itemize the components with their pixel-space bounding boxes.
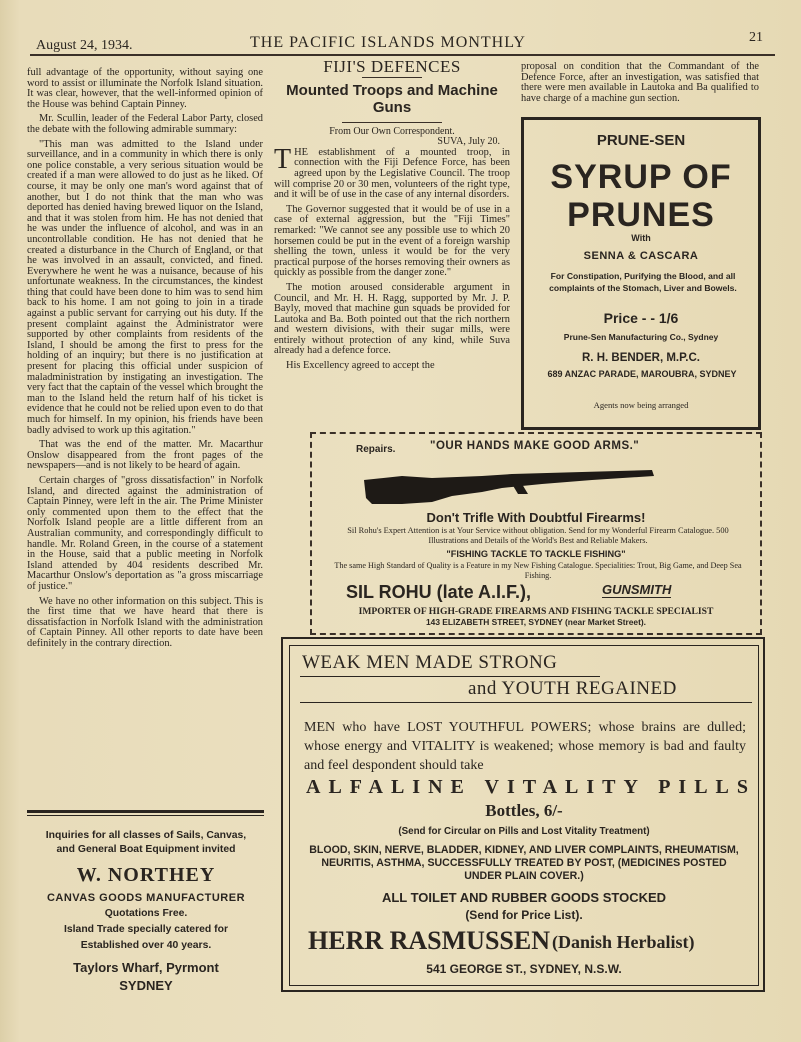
vitality-pills-advertisement — [281, 637, 765, 992]
ad-line: Island Trade specially catered for — [63, 924, 228, 935]
ad-agent: R. H. BENDER, M.P.C. — [582, 352, 700, 364]
ad-line: and General Boat Equipment invited — [56, 844, 236, 855]
norfolk-article-column — [27, 68, 263, 653]
ad-body: MEN who have LOST YOUTHFUL POWERS; whose brains are dulled; whose energy and VITALITY is weakened; whose memory is bad and faulty and feel despondent should take — [304, 720, 746, 773]
ad-headline: WEAK MEN MADE STRONG — [302, 652, 558, 673]
fiji-article-continuation — [521, 62, 759, 108]
article-paragraph: The motion aroused considerable argument in Council, and Mr. H. H. Ragg, supported by Mr. J. P. Bayly, moved that machine gun squads be provided for Lautoka and Ba. Both pointed out that the rich northern and western divisions, with their sugar mills, were entirely without protection of any kind, while Suva already had a defence force. — [274, 281, 510, 357]
drop-cap: T — [274, 143, 292, 175]
ad-line: Established over 40 years. — [80, 940, 212, 951]
ad-address: 689 ANZAC PARADE, MAROUBRA, SYDNEY — [547, 369, 737, 379]
ad-stock: ALL TOILET AND RUBBER GOODS STOCKED — [381, 890, 667, 905]
article-dateline: SUVA, July 20. — [437, 136, 500, 148]
title-rule — [362, 77, 422, 78]
ad-with: With — [631, 233, 651, 243]
ad-importer: IMPORTER OF HIGH-GRADE FIREARMS AND FISHING TACKLE SPECIALIST — [358, 606, 714, 617]
ad-name: SIL ROHU (late A.I.F.), — [346, 582, 532, 602]
article-paragraph: The Governor suggested that it would be of use in a case of external aggression, but the "Fiji Times" remarked: "We cannot see any possible use to which 20 horsemen could be put in the event of a foreign warship shelling the town, unless it would be for the very practical purpose of the horses removing their owners as quickly as possible from the danger zone." — [274, 203, 510, 279]
ad-pricelist: (Send for Price List). — [465, 908, 583, 922]
ad-inner-frame — [289, 645, 759, 986]
article-byline: From Our Own Correspondent. — [329, 125, 455, 137]
ad-address: Taylors Wharf, Pyrmont — [73, 960, 219, 975]
ad-headline: PRUNES — [567, 196, 715, 234]
subtitle-rule — [342, 122, 442, 123]
header-rule — [30, 54, 775, 56]
headline-rule — [300, 676, 600, 677]
ad-price: Price - - 1/6 — [603, 310, 679, 326]
publication-title: THE PACIFIC ISLANDS MONTHLY — [250, 34, 526, 51]
ad-ingredients: SENNA & CASCARA — [583, 250, 699, 262]
ad-brand: PRUNE-SEN — [596, 132, 686, 149]
fiji-article-column — [274, 57, 510, 376]
ad-address: SYDNEY — [119, 978, 173, 993]
article-paragraph: HE establishment of a mounted troop, in connection with the Fiji Defence Force, has been agreed upon by the Legislative Council. The troop will comprise 20 or 30 men, volunteers of the right type, and it will be of use in the case of any internal disorders. — [274, 146, 510, 201]
ad-trade: GUNSMITH — [602, 582, 672, 597]
ad-seller-note: (Danish Herbalist) — [552, 932, 695, 952]
ad-description: For Constipation, Purifying the Blood, and all complaints of the Stomach, Liver and Bowels. — [549, 271, 737, 293]
article-paragraph: proposal on condition that the Commandant of the Defence Force, after an investigation, was satisfied that there were men available in Lautoka and Ba qualified to have charge of a machine gun section. — [521, 61, 759, 104]
ad-circular: (Send for Circular on Pills and Lost Vitality Treatment) — [398, 826, 650, 837]
article-subtitle: Mounted Troops and Machine Guns — [286, 81, 498, 116]
article-paragraph: Certain charges of "gross dissatisfaction" in Norfolk Island, and directed against the administration of Captain Pinney, were left in the air. The Prime Minister only commented upon them to the effect that the Norfolk Island people are a little different from an Australian community, and correspondingly difficult to handle. Mr. Roland Green, in the course of a statement in the House, said that a public meeting in Norfolk Island attended by 404 residents described Mr. Macarthur Onslow's deportation as "a gross miscarriage of justice." — [27, 474, 263, 592]
ad-address: 541 GEORGE ST., SYDNEY, N.S.W. — [426, 962, 622, 976]
ad-repairs: Repairs. — [356, 444, 396, 455]
article-paragraph: His Excellency agreed to accept the — [286, 360, 435, 372]
ad-product: ALFALINE VITALITY PILLS — [306, 776, 756, 798]
ad-tackle-head: "FISHING TACKLE TO TACKLE FISHING" — [446, 549, 626, 559]
article-paragraph: "This man was admitted to the Island under surveillance, and in a community in which there is only one police constable, a very serious situation would be created if a man were allowed to do just as he liked. Of course, it may be only one man's word against that of another, but I do not think that the man who was deported has denied having brewed liquor on the Island, and that it was stolen from him. He has not denied that he was under the influence of alcohol, and was in an uncontrollable condition. He has not denied that he created a disturbance in the Church of England, or that he was involved in an assault, convicted, and fined. Everywhere he went he was a nuisance, because of his unfortunate weakness. In the circumstances, the kindest thing that could have been done to him was to send him back to his home. I am not going to join in a tirade against a public servant for carrying out his duty. If the present complaint against the Administrator were supported by other complaints from residents of the Island, I should be among the first to press for the holding of an inquiry; but there is no justification at present for placing this official under suspicion of maladministration by instigating an investigation. The very fact that the captain of the vessel which brought the man to the Island held the return half of his ticket is evidence that he could not be relied upon even to do that much for himself. In my opinion, his friends have been badly advised to work up this agitation." — [27, 138, 263, 436]
gunsmith-advertisement — [310, 432, 762, 635]
ad-seller: HERR RASMUSSEN — [308, 926, 550, 955]
ad-maker: Prune-Sen Manufacturing Co., Sydney — [563, 332, 719, 342]
page-header — [30, 28, 775, 58]
ad-trade: CANVAS GOODS MANUFACTURER — [46, 892, 246, 904]
ad-headline: and YOUTH REGAINED — [468, 678, 677, 699]
ad-complaints: BLOOD, SKIN, NERVE, BLADDER, KIDNEY, AND LIVER COMPLAINTS, RHEUMATISM, NEURITIS, ASTHMA, SUCCESSFULLY TREATED BY POST, (MEDICINES POSTED UNDER PLAIN COVER.) — [309, 844, 739, 882]
prune-sen-advertisement — [521, 117, 761, 430]
issue-date: August 24, 1934. — [36, 38, 133, 53]
ad-note: Agents now being arranged — [593, 400, 689, 410]
ad-address: 143 ELIZABETH STREET, SYDNEY (near Market Street). — [426, 617, 646, 627]
article-paragraph: Mr. Scullin, leader of the Federal Labor Party, closed the debate with the following admirable summary: — [27, 113, 263, 135]
ad-slogan: "OUR HANDS MAKE GOOD ARMS." — [430, 440, 640, 452]
article-paragraph: That was the end of the matter. Mr. Macarthur Onslow disappeared from the front pages of the newspapers—and is not likely to be heard of again. — [27, 439, 263, 472]
ad-line: Inquiries for all classes of Sails, Canvas, — [45, 830, 247, 841]
article-title: FIJI'S DEFENCES — [323, 57, 461, 76]
ad-headline: Don't Trifle With Doubtful Firearms! — [426, 510, 646, 525]
article-paragraph: full advantage of the opportunity, without saying one word to assist or illuminate the Norfolk Island situation. It was clear, however, that the well-informed opinion of the House was behind Captain Pinney. — [27, 67, 263, 110]
ad-body: Sil Rohu's Expert Attention is at Your Service without obligation. Send for my Wonderful Firearm Catalogue. 500 Illustrations and Details of the World's Best and Reliable Makers. — [347, 526, 729, 545]
headline-rule — [300, 702, 752, 703]
ad-name: W. NORTHEY — [76, 864, 216, 886]
ad-headline: SYRUP OF — [550, 158, 732, 196]
northey-advertisement — [27, 812, 265, 1002]
ad-price: Bottles, 6/- — [485, 801, 563, 820]
ad-quote: Quotations Free. — [104, 908, 188, 919]
page-number: 21 — [749, 30, 763, 45]
article-paragraph: We have no other information on this subject. This is the first time that we have heard that there is dissatisfaction in Norfolk Island with the administration of Captain Pinney. All other reports to date have been definitely in the contrary direction. — [27, 595, 263, 649]
ad-tackle-body: The same High Standard of Quality is a Feature in my New Fishing Catalogue. Specialities: Trout, Big Game, and Deep Sea Fishing. — [334, 561, 742, 580]
rifle-icon — [362, 458, 662, 506]
